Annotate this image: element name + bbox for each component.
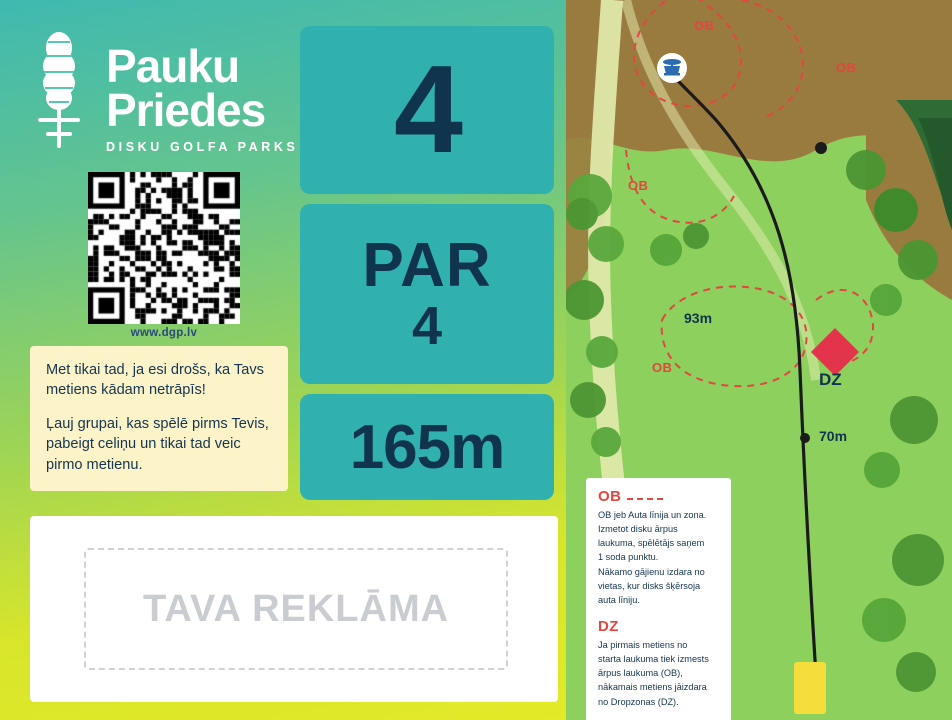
legend-ob-dash-icon xyxy=(627,498,663,500)
legend-ob-title: OB xyxy=(598,488,622,505)
map-point-marker xyxy=(815,142,827,154)
brand-name-line1: Pauku xyxy=(106,40,240,92)
legend-ob-header xyxy=(598,488,721,509)
legend-dz-title: DZ xyxy=(598,617,619,635)
par-card xyxy=(300,204,554,384)
legend-dz-line-1: Ja pirmais metiens no xyxy=(598,639,688,650)
website-url[interactable]: www.dgp.lv xyxy=(130,327,198,339)
qr-code[interactable] xyxy=(88,172,240,324)
legend-dz-line-5: no Dropzonas (DZ). xyxy=(598,696,679,707)
brand-logo xyxy=(28,28,308,168)
legend-dz-line-3: ārpus laukuma (OB), xyxy=(598,668,683,679)
map-distance-93m: 93m xyxy=(684,310,713,326)
disc-golf-basket-icon xyxy=(663,59,681,76)
legend-ob-line-7: auta līniju. xyxy=(598,594,640,605)
advertisement-placeholder-text: TAVA REKLĀMA xyxy=(142,587,450,630)
advertisement-slot[interactable] xyxy=(30,516,558,702)
map-legend xyxy=(586,478,731,720)
map-ob-label-4: OB xyxy=(652,360,673,375)
distance-card xyxy=(300,394,554,500)
hole-number-card xyxy=(300,26,554,194)
legend-dz-line-2: starta laukuma tiek izmests xyxy=(598,654,709,665)
brand-subtitle: DISKU GOLFA PARKS xyxy=(106,140,299,154)
map-distance-70m: 70m xyxy=(819,428,848,444)
map-point-marker xyxy=(800,433,810,443)
legend-ob-line-2: Izmetot disku ārpus xyxy=(598,524,678,535)
pine-cone-icon xyxy=(28,30,90,150)
hole-map xyxy=(566,0,952,720)
legend-ob-line-4: 1 soda punktu. xyxy=(598,552,659,563)
advertisement-placeholder-frame xyxy=(84,548,508,670)
safety-note-1: Met tikai tad, ja esi drošs, ka Tavs metiens kādam netrāpīs! xyxy=(46,362,264,399)
map-ob-label-3: OB xyxy=(628,178,649,193)
legend-ob-line-3: laukuma, spēlētājs saņem xyxy=(598,538,705,549)
legend-ob-line-6: vietas, kur disks šķērsoja xyxy=(598,580,701,591)
hole-number: 4 xyxy=(394,41,460,179)
legend-dz-line-4: nākamais metiens jāizdara xyxy=(598,682,707,693)
map-dz-label: DZ xyxy=(819,370,842,389)
legend-ob-line-1: OB jeb Auta līnija un zona. xyxy=(598,510,707,520)
tee-pad-icon xyxy=(794,662,826,714)
brand-name-line2: Priedes xyxy=(106,84,266,136)
safety-note-2: Ļauj grupai, kas spēlē pirms Tevis, pabeigt celiņu un tikai tad veic pirmo metienu. xyxy=(46,416,269,473)
par-value: 4 xyxy=(411,296,443,356)
legend-ob-line-5: Nākamo gājienu izdara no xyxy=(598,566,705,577)
map-ob-label-1: OB xyxy=(694,18,715,33)
qr-code-image xyxy=(88,172,240,324)
par-label: PAR xyxy=(362,231,492,300)
map-ob-label-2: OB xyxy=(836,60,857,75)
safety-notes xyxy=(30,346,288,491)
hole-distance: 165m xyxy=(349,412,505,482)
